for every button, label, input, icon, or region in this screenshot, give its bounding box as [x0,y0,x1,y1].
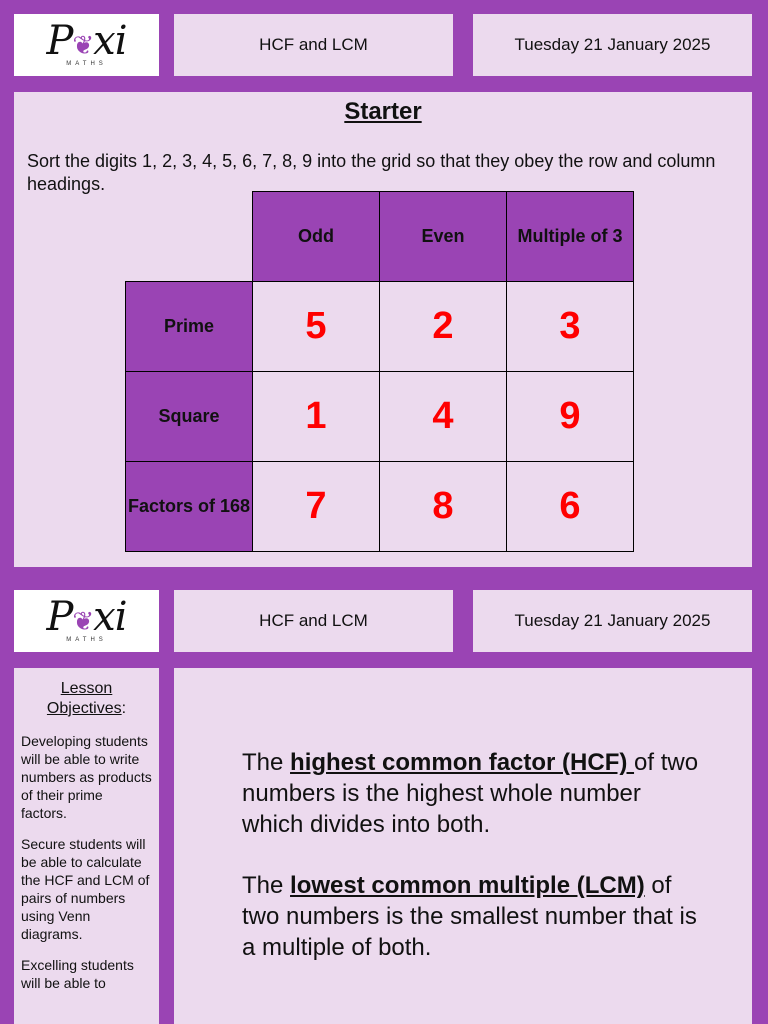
grid-cell: 2 [380,282,507,372]
starter-instruction: Sort the digits 1, 2, 3, 4, 5, 6, 7, 8, 9 into the grid so that they obey the row and column headings. [27,151,716,194]
grid-cell: 9 [507,372,634,462]
butterfly-icon: ❦ [72,30,94,61]
logo-wordmark: P❦xi [46,593,127,640]
objective-secure: Secure students will be able to calculate the HCF and LCM of pairs of numbers using Venn diagrams. [21,836,150,942]
grid-cell: 8 [380,462,507,552]
column-header-even: Even [380,192,507,282]
hcf-pre: The [242,749,291,776]
date-header: Tuesday 21 January 2025 [473,590,752,652]
objective-developing: Developing students will be able to write numbers as products of their prime factors. [21,733,152,821]
logo-wordmark: P❦xi [46,17,127,64]
grid-row-prime [126,282,634,372]
grid-cell: 5 [253,282,380,372]
lcm-term: lowest common multiple (LCM) [290,872,645,899]
logo-subtext: MATHS [66,636,107,643]
butterfly-icon: ❦ [72,606,94,637]
hcf-definition [242,747,702,840]
topic-header: HCF and LCM [174,590,453,652]
lcm-pre: The [242,872,291,899]
pixi-logo [14,14,159,76]
grid-header-row [126,192,634,282]
grid-row-square [126,372,634,462]
lcm-definition [242,870,702,963]
objectives-title-objectives: Objectives [46,700,122,717]
date-header: Tuesday 21 January 2025 [473,14,752,76]
hcf-post: of two numbers is the highest whole number which divides into both. [242,749,699,838]
objectives-title [14,679,159,719]
starter-panel [14,92,752,567]
objectives-title-colon: : [121,700,127,717]
sorting-grid [125,191,634,552]
column-header-multiple-of-3: Multiple of 3 [507,192,634,282]
objectives-title-lesson: Lesson [60,680,113,697]
definitions-panel [174,668,752,1024]
row-header-prime: Prime [126,282,253,372]
row-header-square: Square [126,372,253,462]
grid-corner [126,192,253,282]
objectives-panel [14,668,159,1024]
lcm-post: of two numbers is the smallest number that is a multiple of both. [242,872,697,961]
hcf-term: highest common factor (HCF) [290,749,635,776]
grid-row-factors [126,462,634,552]
row-header-factors-of-168: Factors of 168 [126,462,253,552]
grid-cell: 4 [380,372,507,462]
grid-cell: 6 [507,462,634,552]
objective-excelling: Excelling students will be able to [21,957,134,991]
logo-subtext: MATHS [66,60,107,67]
pixi-logo [14,590,159,652]
grid-cell: 7 [253,462,380,552]
grid-cell: 3 [507,282,634,372]
starter-title: Starter [344,98,422,125]
grid-cell: 1 [253,372,380,462]
column-header-odd: Odd [253,192,380,282]
topic-header: HCF and LCM [174,14,453,76]
